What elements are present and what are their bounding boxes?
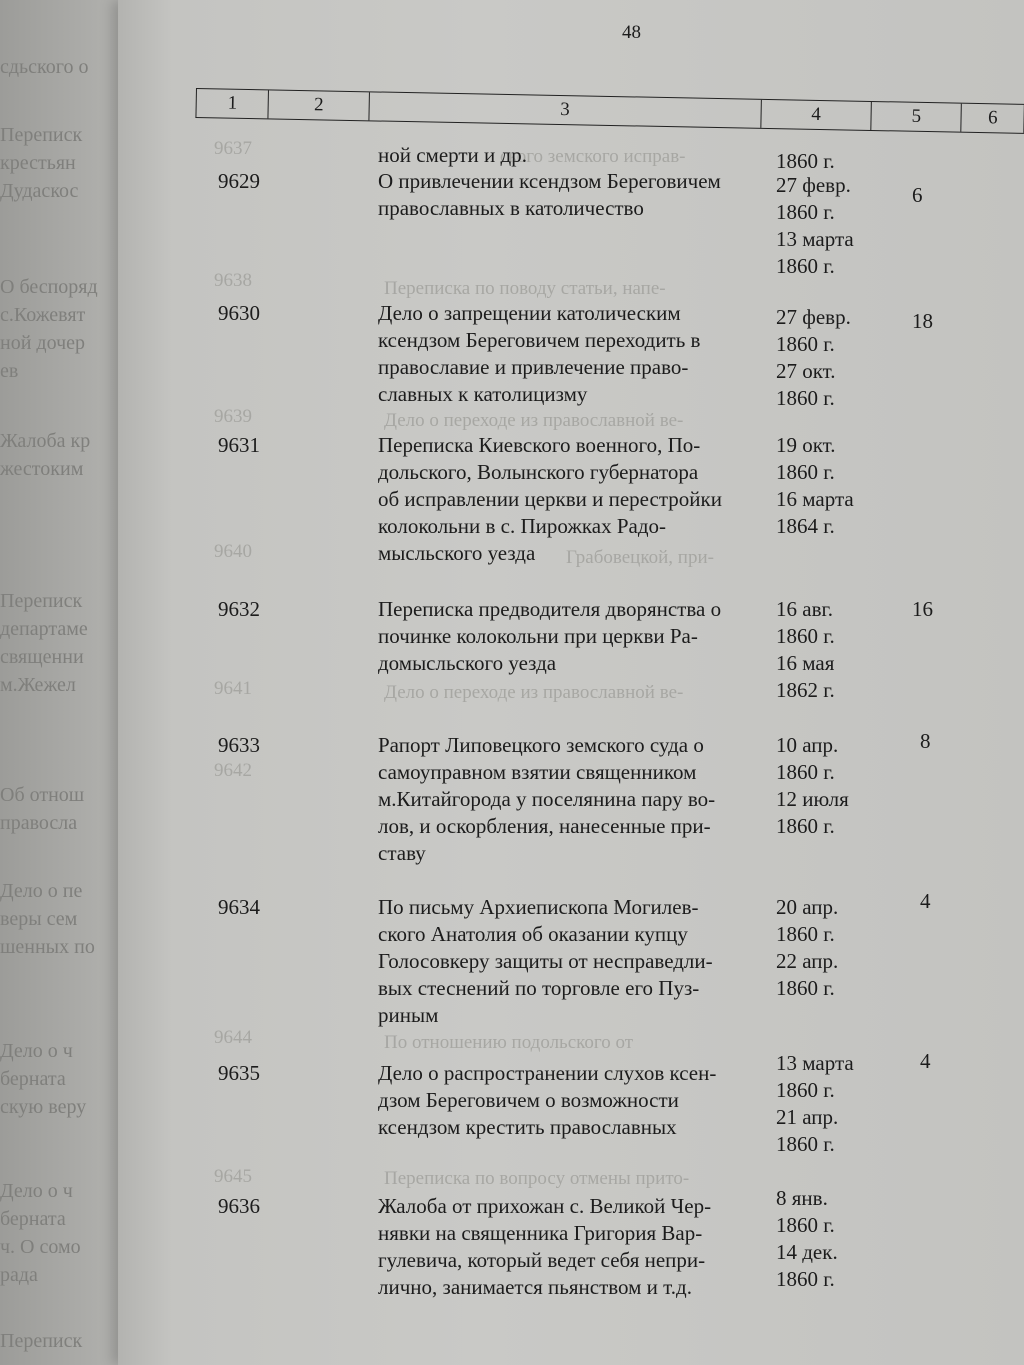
header-col-5: 5 <box>871 102 962 132</box>
left-fragment: Переписк <box>0 124 83 146</box>
description-line: гулевича, который ведет себя непри- <box>378 1248 706 1272</box>
entry-sheets: 8 <box>920 729 931 753</box>
date-line: 27 февр. <box>776 305 851 329</box>
left-fragment: О беспоряд <box>0 276 98 298</box>
entry-description <box>378 168 768 222</box>
entry-dates <box>776 432 854 540</box>
left-fragment: м.Жежел <box>0 674 76 696</box>
description-line: славных к католицизму <box>378 382 588 406</box>
description-line: Переписка предводителя дворянства о <box>378 597 722 621</box>
date-line: 1860 г. <box>776 254 835 278</box>
date-line: 8 янв. <box>776 1186 828 1210</box>
date-line: 1860 г. <box>776 332 835 356</box>
entry-dates <box>776 596 835 704</box>
entry-description <box>378 142 768 169</box>
left-fragment: сдьского о <box>0 56 89 78</box>
left-fragment: берната <box>0 1208 66 1230</box>
entry-dates <box>776 894 838 1002</box>
bleed-through-text: ского земского исправ- <box>500 146 686 167</box>
left-fragment: жестоким <box>0 458 84 480</box>
left-fragment: крестьян <box>0 152 76 174</box>
entry-dates <box>776 304 851 412</box>
entry-dates <box>776 1185 838 1293</box>
entry-sheets: 16 <box>912 597 933 621</box>
entry-sheets: 6 <box>912 183 923 207</box>
description-line: лично, занимается пьянством и т.д. <box>378 1275 692 1299</box>
left-fragment: департаме <box>0 618 88 640</box>
date-line: 21 апр. <box>776 1105 839 1129</box>
date-line: 14 дек. <box>776 1240 838 1264</box>
header-col-2: 2 <box>269 90 370 120</box>
entry-description <box>378 1193 768 1301</box>
description-line: об исправлении церкви и перестройки <box>378 487 722 511</box>
header-col-1: 1 <box>196 89 269 118</box>
description-line: ной смерти и др. <box>378 143 527 167</box>
date-line: 1860 г. <box>776 149 835 173</box>
entry-dates <box>776 732 849 840</box>
entry-sheets: 4 <box>920 889 931 913</box>
date-line: 10 апр. <box>776 733 839 757</box>
description-line: дзом Береговичем о возможности <box>378 1088 679 1112</box>
left-fragment: Переписк <box>0 1330 83 1352</box>
description-line: Дело о запрещении католическим <box>378 301 681 325</box>
description-line: Дело о распространении слухов ксен- <box>378 1061 717 1085</box>
description-line: мысльского уезда <box>378 541 536 565</box>
description-line: ставу <box>378 841 426 865</box>
date-line: 1864 г. <box>776 514 835 538</box>
entry-number: 9632 <box>218 597 260 621</box>
date-line: 27 окт. <box>776 359 836 383</box>
entry-number: 9630 <box>218 301 260 325</box>
bleed-through-number: 9637 <box>214 138 252 159</box>
date-line: 1860 г. <box>776 460 835 484</box>
bleed-through-number: 9638 <box>214 270 252 291</box>
entry-sheets: 18 <box>912 309 933 333</box>
description-line: ксендзом Береговичем переходить в <box>378 328 701 352</box>
left-fragment: рада <box>0 1264 38 1286</box>
entry-number: 9631 <box>218 433 260 457</box>
date-line: 22 апр. <box>776 949 839 973</box>
date-line: 12 июля <box>776 787 849 811</box>
left-fragment: ев <box>0 360 19 382</box>
description-line: самоуправном взятии священником <box>378 760 697 784</box>
description-line: ксендзом крестить православных <box>378 1115 677 1139</box>
left-fragment: Жалоба кр <box>0 430 91 452</box>
description-line: дольского, Волынского губернатора <box>378 460 699 484</box>
left-fragment: Дудаскос <box>0 180 79 202</box>
description-line: нявки на священника Григория Вар- <box>378 1221 703 1245</box>
left-fragment: Дело о ч <box>0 1040 73 1062</box>
entry-number: 9629 <box>218 169 260 193</box>
date-line: 1860 г. <box>776 1213 835 1237</box>
description-line: ского Анатолия об оказании купцу <box>378 922 688 946</box>
entry-sheets: 4 <box>920 1049 931 1073</box>
bleed-through-text: Дело о переходе из православной ве- <box>384 682 684 703</box>
date-line: 1860 г. <box>776 1132 835 1156</box>
description-line: Рапорт Липовецкого земского суда о <box>378 733 704 757</box>
left-fragment: веры сем <box>0 908 78 930</box>
description-line: колокольни в с. Пирожках Радо- <box>378 514 666 538</box>
entry-description <box>378 732 768 867</box>
date-line: 1860 г. <box>776 624 835 648</box>
entry-dates <box>776 172 854 280</box>
bleed-through-text: Грабовецкой, при- <box>566 547 714 568</box>
bleed-through-number: 9644 <box>214 1027 252 1048</box>
description-line: домысльского уезда <box>378 651 557 675</box>
date-line: 1860 г. <box>776 386 835 410</box>
left-fragment: Дело о ч <box>0 1180 73 1202</box>
left-fragment: священни <box>0 646 84 668</box>
date-line: 27 февр. <box>776 173 851 197</box>
header-col-4: 4 <box>761 100 872 130</box>
left-fragment: правосла <box>0 812 78 834</box>
bleed-through-number: 9639 <box>214 406 252 427</box>
date-line: 1860 г. <box>776 1267 835 1291</box>
entry-number: 9634 <box>218 895 260 919</box>
page-number: 48 <box>622 22 641 43</box>
description-line: лов, и оскорбления, нанесенные при- <box>378 814 711 838</box>
left-fragment: ной дочер <box>0 332 85 354</box>
date-line: 20 апр. <box>776 895 839 919</box>
left-fragment: ч. О сомо <box>0 1236 81 1258</box>
bleed-through-text: Переписка по вопросу отмены прито- <box>384 1168 690 1189</box>
entry-dates <box>776 1050 854 1158</box>
entry-number: 9635 <box>218 1061 260 1085</box>
left-fragment: с.Кожевят <box>0 304 86 326</box>
date-line: 1862 г. <box>776 678 835 702</box>
entry-description <box>378 1060 768 1141</box>
entry-description <box>378 432 768 567</box>
description-line: м.Китайгорода у поселянина пару во- <box>378 787 716 811</box>
description-line: Переписка Киевского военного, По- <box>378 433 701 457</box>
bleed-through-text: Переписка по поводу статьи, напе- <box>384 278 666 299</box>
description-line: православие и привлечение право- <box>378 355 689 379</box>
header-col-6: 6 <box>962 104 1024 133</box>
description-line: По письму Архиепископа Могилев- <box>378 895 699 919</box>
date-line: 1860 г. <box>776 760 835 784</box>
description-line: риным <box>378 1003 439 1027</box>
left-fragment: Дело о пе <box>0 880 83 902</box>
date-line: 1860 г. <box>776 814 835 838</box>
description-line: починке колокольни при церкви Ра- <box>378 624 698 648</box>
date-line: 19 окт. <box>776 433 836 457</box>
entry-description <box>378 300 768 408</box>
entry-number: 9633 <box>218 733 260 757</box>
entry-dates <box>776 148 835 175</box>
date-line: 1860 г. <box>776 1078 835 1102</box>
bleed-through-number: 9645 <box>214 1166 252 1187</box>
left-fragment: Об отнош <box>0 784 85 806</box>
date-line: 16 авг. <box>776 597 833 621</box>
entry-number: 9636 <box>218 1194 260 1218</box>
date-line: 1860 г. <box>776 976 835 1000</box>
date-line: 16 марта <box>776 487 854 511</box>
entry-description <box>378 596 768 677</box>
bleed-through-number: 9640 <box>214 541 252 562</box>
bleed-through-number: 9641 <box>214 678 252 699</box>
date-line: 1860 г. <box>776 922 835 946</box>
date-line: 1860 г. <box>776 200 835 224</box>
entry-description <box>378 894 768 1029</box>
description-line: Жалоба от прихожан с. Великой Чер- <box>378 1194 712 1218</box>
bleed-through-text: Дело о переходе из православной ве- <box>384 410 684 431</box>
left-fragment: скую веру <box>0 1096 87 1118</box>
left-fragment: шенных по <box>0 936 95 958</box>
date-line: 13 марта <box>776 1051 854 1075</box>
left-fragment: берната <box>0 1068 66 1090</box>
date-line: 16 мая <box>776 651 835 675</box>
bleed-through-number: 9642 <box>214 760 252 781</box>
description-line: вых стеснений по торговле его Пуз- <box>378 976 700 1000</box>
description-line: Голосовкеру защиты от несправедли- <box>378 949 713 973</box>
header-col-3: 3 <box>369 92 762 128</box>
date-line: 13 марта <box>776 227 854 251</box>
description-line: православных в католичество <box>378 196 644 220</box>
left-fragment: Переписк <box>0 590 83 612</box>
description-line: О привлечении ксендзом Береговичем <box>378 169 721 193</box>
bleed-through-text: По отношению подольского от <box>384 1032 634 1053</box>
